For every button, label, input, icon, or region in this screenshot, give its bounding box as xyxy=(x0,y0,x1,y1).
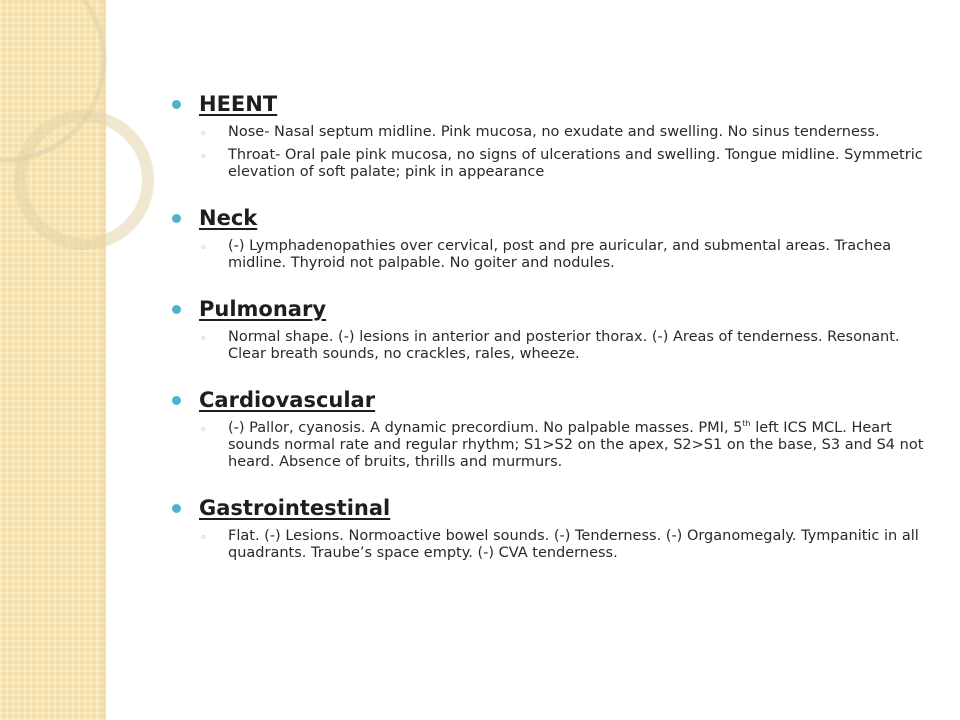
item-text: Flat. (-) Lesions. Normoactive bowel sounds. (-) Tenderness. (-) Organomegaly. Tympanitic in all quadrants. Traube’s space empty. (-) CVA tenderness. xyxy=(228,528,919,561)
sub-bullet-icon: ◦ xyxy=(200,150,207,163)
bullet-icon xyxy=(172,396,181,405)
item-text-part: (-) Pallor, cyanosis. A dynamic precordium. No palpable masses. PMI, 5 xyxy=(228,420,743,436)
section-heading: Pulmonary xyxy=(199,297,327,321)
section-neck xyxy=(172,204,932,272)
section-heading: Gastrointestinal xyxy=(199,496,391,520)
list-item xyxy=(172,147,932,181)
heading-row xyxy=(172,386,932,414)
list-item xyxy=(172,420,932,471)
sub-bullet-icon: ◦ xyxy=(200,241,207,254)
heading-row xyxy=(172,90,932,118)
section-heading: Neck xyxy=(199,206,258,230)
list-item xyxy=(172,528,932,562)
item-text: Nose- Nasal septum midline. Pink mucosa, no exudate and swelling. No sinus tenderness. xyxy=(228,124,880,140)
item-text-part: left ICS MCL. Heart sounds normal rate and regular rhythm; S1>S2 on the apex, S2>S1 on the base, S3 and S4 not heard. Absence of bruits, thrills and murmurs. xyxy=(228,420,924,470)
heading-row xyxy=(172,494,932,522)
list-item xyxy=(172,124,932,141)
slide-content xyxy=(172,90,932,585)
section-heading: Cardiovascular xyxy=(199,388,376,412)
item-text: (-) Lymphadenopathies over cervical, post and pre auricular, and submental areas. Trachea midline. Thyroid not palpable. No goiter and nodules. xyxy=(228,238,892,271)
superscript: th xyxy=(742,419,751,429)
list-item xyxy=(172,238,932,272)
sub-bullet-icon: ◦ xyxy=(200,332,207,345)
item-text: Throat- Oral pale pink mucosa, no signs of ulcerations and swelling. Tongue midline. Symmetric elevation of soft palate; pink in appearance xyxy=(228,147,923,180)
sub-bullet-icon: ◦ xyxy=(200,127,207,140)
decorative-rings xyxy=(0,0,200,320)
ring-inner xyxy=(20,116,148,244)
section-cardiovascular xyxy=(172,386,932,471)
bullet-icon xyxy=(172,504,181,513)
section-gastrointestinal xyxy=(172,494,932,562)
bullet-icon xyxy=(172,100,181,109)
bullet-icon xyxy=(172,214,181,223)
section-pulmonary xyxy=(172,295,932,363)
item-text: Normal shape. (-) lesions in anterior and posterior thorax. (-) Areas of tenderness. Resonant. Clear breath sounds, no crackles, rales, wheeze. xyxy=(228,329,900,362)
heading-row xyxy=(172,204,932,232)
section-heent xyxy=(172,90,932,181)
bullet-icon xyxy=(172,305,181,314)
item-text xyxy=(228,420,932,471)
ring-outer xyxy=(0,0,104,160)
section-heading: HEENT xyxy=(199,92,278,116)
sub-bullet-icon: ◦ xyxy=(200,531,207,544)
heading-row xyxy=(172,295,932,323)
sub-bullet-icon: ◦ xyxy=(200,423,207,436)
list-item xyxy=(172,329,932,363)
